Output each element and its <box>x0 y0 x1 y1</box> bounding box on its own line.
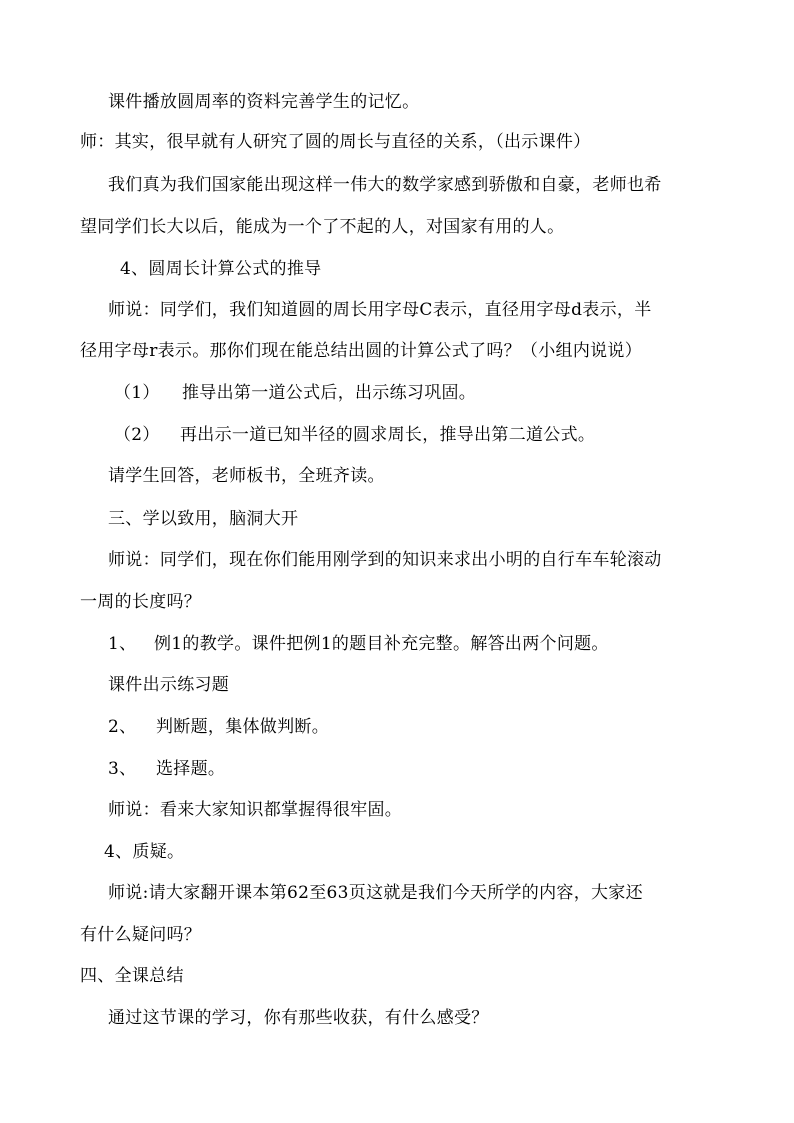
paragraph-line: 请学生回答，老师板书，全班齐读。 <box>108 466 385 486</box>
paragraph-line: 课件播放圆周率的资料完善学生的记忆。 <box>108 92 420 112</box>
paragraph-line: 师：其实，很早就有人研究了圆的周长与直径的关系，（出示课件） <box>80 132 591 152</box>
paragraph-line: 径用字母r表示。那你们现在能总结出圆的计算公式了吗？（小组内说说） <box>80 341 643 361</box>
item-number: 3、 <box>108 759 137 779</box>
paragraph-line: 师说：看来大家知识都掌握得很牢固。 <box>108 800 403 820</box>
paragraph-line: 一周的长度吗？ <box>80 592 202 612</box>
item-number: （1） <box>114 383 160 403</box>
paragraph-line: 通过这节课的学习，你有那些收获，有什么感受？ <box>108 1008 489 1028</box>
paragraph-line: 课件出示练习题 <box>108 675 230 695</box>
numbered-item: （2） 再出示一道已知半径的圆求周长，推导出第二道公式。 <box>114 425 596 445</box>
paragraph-line: 望同学们长大以后，能成为一个了不起的人，对国家有用的人。 <box>80 217 565 237</box>
paragraph-line: 我们真为我们国家能出现这样一伟大的数学家感到骄傲和自豪，老师也希 <box>108 175 662 195</box>
paragraph-line: 师说：同学们，现在你们能用刚学到的知识来求出小明的自行车车轮滚动 <box>108 550 662 570</box>
paragraph-line: 有什么疑问吗？ <box>80 925 202 945</box>
numbered-item: （1） 推导出第一道公式后，出示练习巩固。 <box>114 383 477 403</box>
item-number: （2） <box>114 425 160 445</box>
section-heading: 四、全课总结 <box>80 966 184 986</box>
section-heading: 4、圆周长计算公式的推导 <box>120 259 322 279</box>
paragraph-line: 师说:请大家翻开课本第62至63页这就是我们今天所学的内容，大家还 <box>108 883 643 903</box>
numbered-item: 1、 例1的教学。课件把例1的题目补充完整。解答出两个问题。 <box>108 634 609 654</box>
paragraph-line: 师说：同学们，我们知道圆的周长用字母C表示，直径用字母d表示，半 <box>108 300 652 320</box>
section-heading: 三、学以致用，脑洞大开 <box>108 509 299 529</box>
numbered-item: 3、 选择题。 <box>108 759 226 779</box>
numbered-item: 2、 判断题，集体做判断。 <box>108 717 329 737</box>
item-number: 2、 <box>108 717 137 737</box>
section-heading: 4、质疑。 <box>104 842 185 862</box>
item-number: 1、 <box>108 634 137 654</box>
